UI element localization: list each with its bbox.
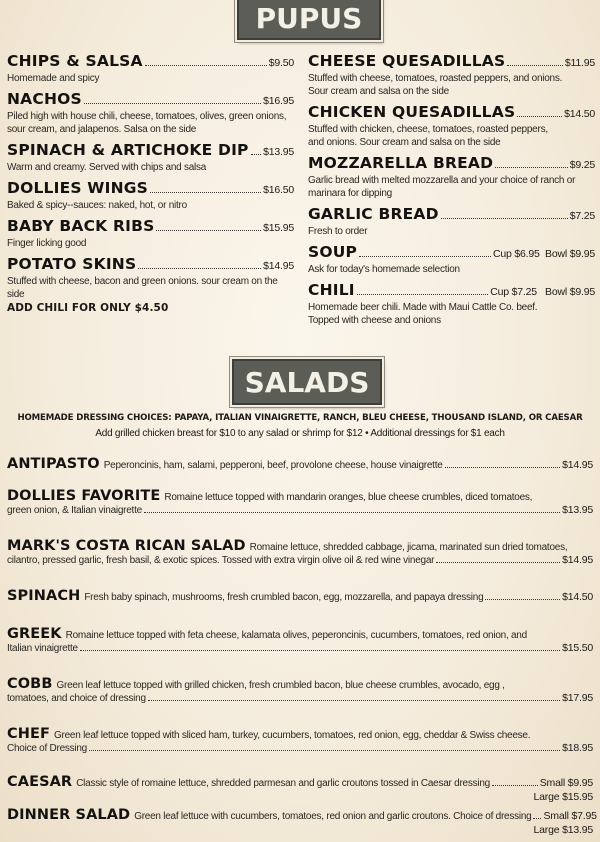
item-price: $14.50 [564,108,595,120]
leader-dots [507,65,563,66]
leader-dots [84,103,261,104]
salad-item-marks-costa-rican [7,538,593,570]
menu-item-soup [308,243,595,276]
leader-dots [80,650,560,651]
item-price: $13.95 [562,504,593,516]
item-description: Romaine lettuce topped with mandarin oranges, blue cheese crumbles, diced tomatoes, [164,492,533,503]
item-price: $15.50 [562,642,593,654]
item-description: Green leaf lettuce with cucumbers, tomatoes, red onion and garlic croutons. Choice of dressing [134,811,532,822]
menu-item-nachos [7,90,294,136]
item-description: Romaine lettuce topped with feta cheese, kalamata olives, peperoncinis, cucumbers, tomatoes, red onion, and [65,630,527,641]
item-description: marinara for dipping [308,188,392,199]
item-description: Choice of Dressing [7,743,87,754]
item-name: CHEF [7,726,50,742]
item-price: $17.95 [562,692,593,704]
menu-item-spinach-artichoke-dip [7,141,294,174]
salad-item-antipasto [7,456,593,472]
leader-dots [89,750,560,751]
item-description: sour cream, and jalapenos. Salsa on the side [7,124,197,135]
pupus-right-column [308,52,595,332]
salads-section-header: SALADS [232,359,382,405]
item-name: NACHOS [7,90,82,108]
item-price: Cup $6.95 Bowl $9.95 [492,248,595,260]
item-description: Warm and creamy. Served with chips and salsa [7,162,207,173]
menu-item-chicken-quesadillas [308,103,595,149]
item-name: POTATO SKINS [7,255,137,273]
item-description: Green leaf lettuce topped with grilled chicken, fresh crumbled bacon, blue cheese crumbles, avocado, egg , [56,680,505,691]
item-description: Stuffed with chicken, cheese, tomatoes, roasted peppers, [308,124,548,135]
leader-dots [150,192,261,193]
item-description: Green leaf lettuce topped with sliced ham, turkey, cucumbers, tomatoes, red onion, egg, cheddar & Swiss cheese. [54,730,531,741]
item-price: $11.95 [564,57,595,69]
item-description: Romaine lettuce, shredded cabbage, jicama, marinated sun dried tomatoes, [249,542,568,553]
item-price-large: Large $15.95 [533,791,593,803]
leader-dots [492,785,538,786]
leader-dots [138,268,261,269]
menu-item-garlic-bread [308,205,595,238]
item-description: Garlic bread with melted mozzarella and your choice of ranch or [308,175,576,186]
leader-dots [495,167,568,168]
leader-dots [436,562,560,563]
item-description: Classic style of romaine lettuce, shredded parmesan and garlic croutons tossed in Caesar dressing [76,778,490,789]
item-description: Topped with cheese and onions [308,315,441,326]
item-name: DINNER SALAD [7,807,131,823]
salad-add-ons: Add grilled chicken breast for $10 to any salad or shrimp for $12 • Additional dressings for $1 each [95,428,505,439]
item-description: Fresh to order [308,226,368,237]
menu-item-dollies-wings [7,179,294,212]
menu-item-chips-salsa [7,52,294,85]
leader-dots [145,65,267,66]
menu-item-baby-back-ribs [7,217,294,250]
item-description: and onions. Sour cream and salsa on the side [308,137,501,148]
item-price: $14.95 [562,459,593,471]
item-name: ANTIPASTO [7,456,100,472]
item-description: cilantro, pressed garlic, fresh basil, & exotic spices. Tossed with extra virgin olive oil & red wine vinegar [7,555,435,566]
item-description: Sour cream and salsa on the side [308,86,449,97]
item-price: $14.95 [263,260,294,272]
item-price: $13.95 [263,146,294,158]
item-name: COBB [7,676,53,692]
item-description: Finger licking good [7,238,87,249]
leader-dots [533,818,541,819]
salad-item-spinach [7,588,593,604]
item-price: $16.50 [263,184,294,196]
item-name: SPINACH & ARTICHOKE DIP [7,141,249,159]
item-name: MOZZARELLA BREAD [308,154,494,172]
item-name: CAESAR [7,774,73,790]
item-price: $14.50 [562,591,593,603]
menu-item-mozzarella-bread [308,154,595,200]
item-price-small: Small $9.95 [539,777,593,789]
item-name: GARLIC BREAD [308,205,439,223]
item-price: $18.95 [562,742,593,754]
salad-item-chef [7,726,593,758]
item-name: SOUP [308,243,358,261]
item-price: $15.95 [263,222,294,234]
item-description: Stuffed with cheese, tomatoes, roasted peppers, and onions. [308,73,563,84]
salad-item-dollies-favorite [7,488,593,520]
menu-item-chili [308,281,595,327]
salad-item-dinner-salad [7,807,597,836]
menu-item-potato-skins [7,255,294,314]
salad-item-cobb [7,676,593,708]
item-name: BABY BACK RIBS [7,217,155,235]
item-price: $16.95 [263,95,294,107]
item-description: Homemade beer chili. Made with Maui Cattle Co. beef. [308,302,538,313]
item-description: Baked & spicy--sauces: naked, hot, or nitro [7,200,187,211]
leader-dots [144,512,560,513]
item-name: GREEK [7,626,62,642]
item-description: Stuffed with cheese, bacon and green onions. sour cream on the side [7,276,278,300]
leader-dots [445,467,561,468]
item-description: Fresh baby spinach, mushrooms, fresh crumbled bacon, egg, mozzarella, and papaya dressing [84,592,484,603]
item-price: $9.25 [569,159,595,171]
item-description: Italian vinaigrette [7,643,78,654]
item-name: CHICKEN QUESADILLAS [308,103,516,121]
salad-item-caesar [7,774,593,803]
leader-dots [441,218,568,219]
leader-dots [359,256,491,257]
dressing-choices: HOMEMADE DRESSING CHOICES: PAPAYA, ITALIAN VINAIGRETTE, RANCH, BLEU CHEESE, THOUSAND ISLAND, OR CAESAR [17,413,583,423]
item-price: Cup $7.25 Bowl $9.95 [490,286,595,298]
item-description: green onion, & Italian vinaigrette [7,505,142,516]
item-name: MARK'S COSTA RICAN SALAD [7,538,246,554]
leader-dots [148,700,560,701]
menu-item-cheese-quesadillas [308,52,595,98]
leader-dots [357,294,488,295]
leader-dots [517,116,562,117]
item-name: SPINACH [7,588,81,604]
item-price-large: Large $13.95 [533,824,593,836]
item-name: CHIPS & SALSA [7,52,143,70]
pupus-left-column [7,52,294,319]
leader-dots [485,599,560,600]
item-name: DOLLIES WINGS [7,179,149,197]
item-name: CHILI [308,281,355,299]
item-name: DOLLIES FAVORITE [7,488,161,504]
item-price: $14.95 [562,554,593,566]
item-description: Ask for today's homemade selection [308,264,460,275]
leader-dots [251,154,261,155]
item-name: CHEESE QUESADILLAS [308,52,506,70]
pupus-section-header: PUPUS [237,0,381,40]
item-price: $9.50 [268,57,294,69]
item-description: tomatoes, and choice of dressing [7,693,146,704]
item-description: Peperoncinis, ham, salami, pepperoni, beef, provolone cheese, house vinaigrette [103,460,443,471]
item-description: Piled high with house chili, cheese, tomatoes, olives, green onions, [7,111,287,122]
add-chili-note: ADD CHILI FOR ONLY $4.50 [7,302,169,314]
item-price-small: Small $7.95 [543,810,597,822]
item-description: Homemade and spicy [7,73,100,84]
salad-item-greek [7,626,593,658]
leader-dots [156,230,261,231]
item-price: $7.25 [569,210,595,222]
